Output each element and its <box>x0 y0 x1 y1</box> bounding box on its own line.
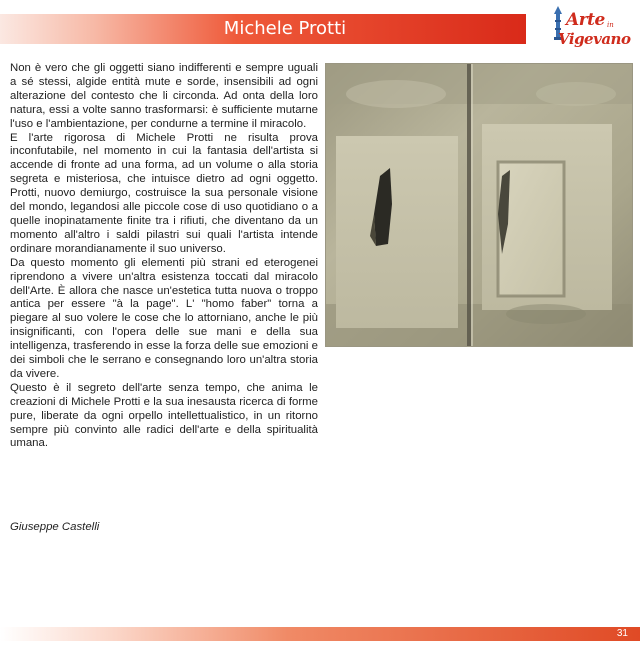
title-bar <box>0 14 526 44</box>
logo-word-in: in <box>607 21 614 29</box>
article-paragraph: Non è vero che gli oggetti siano indifferenti e sempre uguali a sé stessi, algide entità mute e sorde, insensibili ad ogni alterazione del contesto che li circonda. Ad onta della loro natura, essi a volte sanno trasformarsi: è sufficiente mutarne l'uso e l'ambientazione, per condurne a termine il miracolo. <box>10 62 318 130</box>
author-signature: Giuseppe Castelli <box>10 521 100 533</box>
page-title: Michele Protti <box>223 18 347 39</box>
article-paragraph: E l'arte rigorosa di Michele Protti ne risulta prova inconfutabile, nel momento in cui la fantasia dell'artista si accende di fronte ad una forma, ad un volume o alla storia segreta e misteriosa, che intuisce dietro ad ogni oggetto. Protti, nuovo demiurgo, costruisce la sua personale visione del mondo, legandosi alle piccole cose di uso quotidiano o a quelle inopinatamente finite tra i rifiuti, che diventano da un momento all'altro i saldi pilastri sui quali l'artista intende ordinare morandianamente il suo universo. <box>10 131 318 255</box>
article-paragraph: Questo è il segreto dell'arte senza tempo, che anima le creazioni di Michele Protti e la sua inesausta ricerca di forme pure, liberate da ogni orpello intellettualistico, in un ritorno sempre più convinto alle radici dell'arte e della spiritualità umana. <box>10 381 318 450</box>
artwork-image <box>326 64 632 346</box>
article-body <box>10 62 318 451</box>
page-number: 31 <box>616 628 628 639</box>
footer-bar <box>0 627 640 641</box>
logo-word-vigevano: Vigevano <box>558 30 631 48</box>
logo-word-arte: Arte <box>566 10 605 30</box>
article-paragraph: Da questo momento gli elementi più strani ed eterogenei riprendono a vivere un'altra esistenza toccati dal miracolo dell'Arte. È allora che nasce un'estetica tutta nuova o troppo antica per essere "à la page". L' "homo faber" torna a piegare al suo volere le cose che lo attorniano, anche le più insignificanti, con l'opera delle sue mani e della sua intelligenza, trasferendo in esse la forza delle sue emozioni e dei simboli che le serrano e consegnando loro un'altra storia da vivere. <box>10 256 318 380</box>
arte-in-vigevano-logo <box>546 4 638 54</box>
